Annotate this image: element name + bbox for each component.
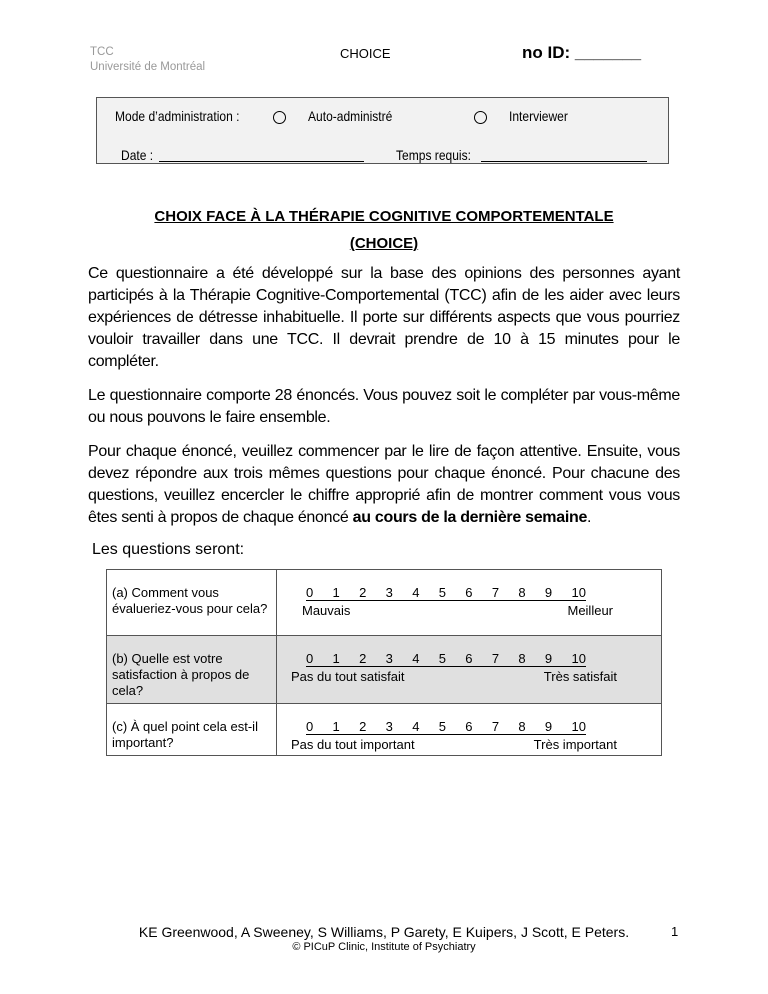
questions-intro: Les questions seront:	[92, 541, 245, 558]
page-number: 1	[671, 924, 679, 939]
option-auto-administre-label: Auto-administré	[308, 108, 393, 124]
rating-scale[interactable]	[277, 636, 662, 704]
document-subtitle: (CHOICE)	[349, 235, 419, 252]
intro-paragraph: Ce questionnaire a été développé sur la base des opinions des personnes ayant participés à la Thérapie Cognitive-Comportemental (TCC) afin de les aider avec leurs expériences de détresse inhabituelle. Il porte sur différents aspects que vous pourriez vouloir travailler dans une TCC. Il devrait prendre de 10 à 15 minutes pour le compléter.	[88, 265, 680, 370]
scale-low-label: Pas du tout important	[291, 737, 415, 752]
date-field[interactable]	[159, 148, 364, 162]
radio-auto-administre[interactable]	[273, 111, 286, 124]
table-row	[107, 636, 662, 704]
table-row	[107, 704, 662, 756]
emphasis-timeframe: au cours de la dernière semaine	[352, 509, 588, 526]
scale-high-label: Très important	[533, 737, 617, 752]
statements-paragraph: Le questionnaire comporte 28 énoncés. Vous pouvez soit le compléter par vous-même ou nous pouvons le faire ensemble.	[88, 387, 680, 426]
instructions-paragraph: Pour chaque énoncé, veuillez commencer par le lire de façon attentive. Ensuite, vous devez répondre aux trois mêmes questions pour chaque énoncé. Pour chacune des questions, veuillez encercler le chiffre approprié afin de montrer comment vous vous êtes senti à propos de chaque énoncé au cours de la dernière semaine.	[88, 443, 680, 526]
header-org-line2: Université de Montréal	[90, 61, 206, 73]
scale-high-label: Très satisfait	[543, 669, 617, 684]
id-field[interactable]: no ID: _______	[522, 43, 642, 62]
scale-low-label: Pas du tout satisfait	[291, 669, 405, 684]
rating-scale[interactable]	[277, 704, 662, 756]
scale-numbers[interactable]: 0 1 2 3 4 5 6 7 8 9 10	[306, 585, 586, 600]
header-org-line1: TCC	[90, 46, 114, 58]
question-text: (a) Comment vous évalueriez-vous pour cela?	[107, 570, 277, 636]
radio-interviewer[interactable]	[474, 111, 487, 124]
mode-label: Mode d’administration :	[115, 108, 240, 124]
table-row	[107, 570, 662, 636]
footer-authors: KE Greenwood, A Sweeney, S Williams, P Garety, E Kuipers, J Scott, E Peters.	[138, 924, 630, 940]
footer	[0, 924, 768, 954]
scale-low-label: Mauvais	[302, 603, 351, 618]
questions-table	[106, 569, 662, 756]
document-title: CHOIX FACE À LA THÉRAPIE COGNITIVE COMPORTEMENTALE	[154, 208, 614, 225]
question-text: (c) À quel point cela est-il important?	[107, 704, 277, 756]
document-body	[88, 203, 680, 756]
rating-scale[interactable]	[277, 570, 662, 636]
time-field[interactable]	[481, 148, 647, 162]
time-label: Temps requis:	[396, 147, 471, 163]
question-text: (b) Quelle est votre satisfaction à propos de cela?	[107, 636, 277, 704]
scale-numbers[interactable]: 0 1 2 3 4 5 6 7 8 9 10	[306, 651, 586, 666]
administration-box	[96, 97, 669, 164]
scale-high-label: Meilleur	[567, 603, 613, 618]
scale-numbers[interactable]: 0 1 2 3 4 5 6 7 8 9 10	[306, 719, 586, 734]
footer-copyright: © PICuP Clinic, Institute of Psychiatry	[292, 941, 476, 953]
option-interviewer-label: Interviewer	[509, 108, 568, 124]
header-center-title: CHOICE	[340, 46, 391, 61]
date-label: Date :	[121, 147, 154, 163]
